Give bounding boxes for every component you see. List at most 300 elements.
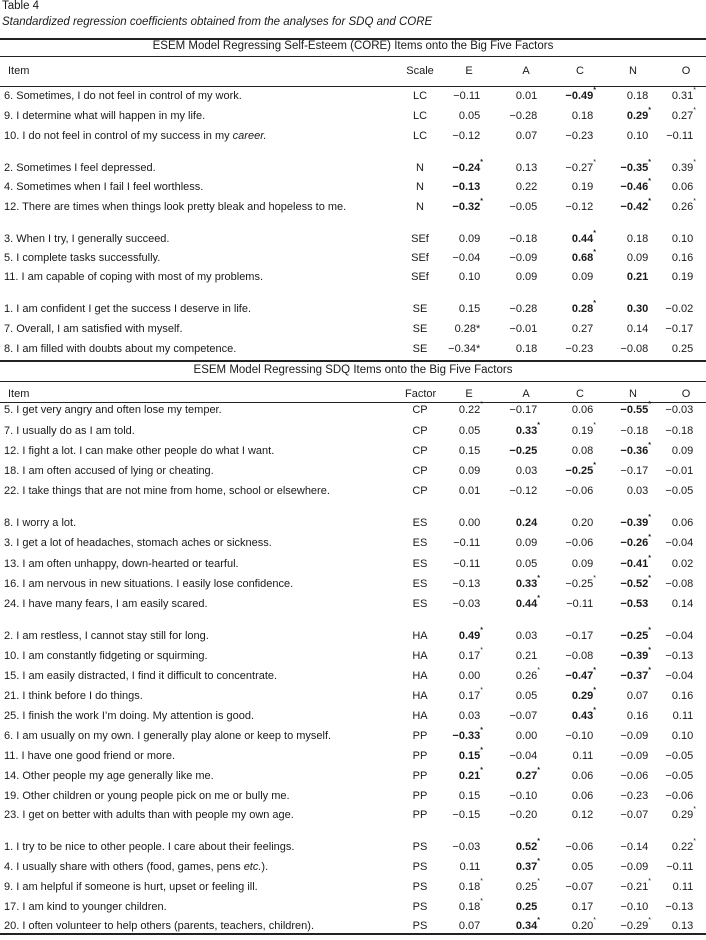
coef-c [540,806,596,824]
coef-value: −0.10 [620,901,649,913]
coef-value: 0.34 [515,920,538,932]
coef-a [484,462,540,480]
scale-code: PP [412,790,428,802]
coef-o [640,747,696,765]
item-text [4,107,205,125]
coef-value: −0.04 [665,630,694,642]
coef-a [484,401,540,419]
column-header-row [0,62,706,80]
coef-e [427,107,483,125]
coef-a [484,647,540,665]
item-text [4,514,76,532]
table-rule [0,933,706,935]
table-row [0,555,706,573]
coef-c [540,198,596,216]
coef-value: 0.25 [671,343,694,355]
scale-code: N [416,201,424,213]
coef-value: 0.00 [515,730,538,742]
coef-o [640,340,696,358]
coef-value: 0.15 [458,303,481,315]
significance-marker: * [480,727,483,734]
item-label: 9. I determine what will happen in my life. [4,110,206,122]
significance-marker: * [593,707,596,714]
significance-marker: * [648,401,651,408]
coef-a [484,806,540,824]
coef-value: −0.46 [620,181,649,193]
coef-value: −0.10 [509,790,538,802]
coef-c [540,534,596,552]
coef-value: −0.12 [565,201,594,213]
coef-value: 0.20 [571,920,594,932]
coef-c [540,249,596,267]
coef-value: 0.39 [671,162,694,174]
significance-marker: * [537,767,540,774]
scale-code: HA [412,630,428,642]
coef-value: 0.10 [671,233,694,245]
coef-c [540,747,596,765]
scale-code: ES [412,537,428,549]
coef-value: 0.07 [458,920,481,932]
significance-marker: * [537,838,540,845]
coef-value: 0.12 [571,809,594,821]
significance-marker: * [648,667,651,674]
coef-value: 0.33 [515,578,538,590]
coef-o [640,806,696,824]
table-row [0,482,706,500]
header-scale: Factor [405,388,437,400]
coef-c [540,87,596,105]
coef-value: 0.17 [571,901,594,913]
table-row [0,727,706,745]
scale-code: HA [412,710,428,722]
item-text [4,401,222,419]
scale-code: HA [412,670,428,682]
coef-value: −0.21 [620,881,649,893]
coef-value: −0.17 [620,465,649,477]
table-row [0,422,706,440]
significance-marker: * [480,627,483,634]
coef-value: −0.13 [665,650,694,662]
coef-value: −0.03 [452,598,481,610]
coef-e [427,707,483,725]
coef-value: 0.18 [458,881,481,893]
coef-e [427,667,483,685]
coef-value: −0.05 [665,750,694,762]
coef-c [540,647,596,665]
coef-value: 0.30 [626,303,649,315]
table-row [0,858,706,876]
section-title: ESEM Model Regressing SDQ Items onto the Big Five Factors [193,364,513,376]
coef-value: 0.27 [671,110,694,122]
coef-o [640,87,696,105]
coef-value: −0.11 [666,130,694,142]
scale-code: N [416,162,424,174]
scale-code: PP [412,750,428,762]
coef-value: 0.09 [515,271,538,283]
coef-value: −0.20 [509,809,538,821]
table-row [0,442,706,460]
item-label: 3. I get a lot of headaches, stomach aches or sickness. [4,537,272,549]
coef-a [484,878,540,896]
item-label: 25. I finish the work I’m doing. My attention is good. [4,710,255,722]
scale-code: HA [412,650,428,662]
scale-code: LC [412,130,428,142]
coef-e [427,727,483,745]
coef-c [540,595,596,613]
coef-value: 0.19 [571,181,594,193]
coef-e [427,268,483,286]
coef-c [540,858,596,876]
coef-o [640,300,696,318]
coef-value: 0.11 [459,861,481,873]
table-row [0,627,706,645]
coef-value: −0.39 [620,517,649,529]
coef-value: 0.05 [458,425,481,437]
coef-o [640,462,696,480]
header-scale: Scale [406,65,434,77]
coef-a [484,627,540,645]
coef-c [540,482,596,500]
coef-a [484,898,540,916]
table-rule [0,56,706,57]
item-text [4,300,251,318]
item-text [4,898,167,916]
table-rule [0,381,706,382]
coef-value: 0.24 [515,517,538,529]
coef-e [427,575,483,593]
item-text [4,178,203,196]
coef-c [540,340,596,358]
table-row [0,787,706,805]
scale-code: HA [412,690,428,702]
scale-code: SE [412,323,428,335]
coef-e [427,178,483,196]
coef-value: −0.17 [665,323,694,335]
item-label: 7. Overall, I am satisfied with myself. [4,323,183,335]
coef-value: 0.16 [671,690,694,702]
coef-value: 0.18 [626,90,649,102]
scale-code: CP [412,465,428,477]
item-label: 11. I am capable of coping with most of my problems. [4,271,264,283]
coef-value: −0.25 [565,578,594,590]
coef-e [427,787,483,805]
coef-value: −0.04 [665,537,694,549]
header-item: Item [8,388,30,400]
significance-marker: * [537,595,540,602]
significance-marker: * [593,462,596,469]
coef-value: −0.53 [620,598,649,610]
item-text [4,878,258,896]
coef-value: −0.09 [620,750,649,762]
scale-code: CP [412,445,428,457]
table-row [0,647,706,665]
coef-value: −0.24 [452,162,481,174]
header-c: C [576,65,584,77]
significance-marker: * [593,249,596,256]
scale-code: PS [412,920,428,932]
coef-value: −0.11 [666,861,694,873]
coef-value: −0.18 [665,425,694,437]
item-text [4,340,236,358]
coef-e [427,747,483,765]
significance-marker: * [693,806,696,813]
coef-o [640,555,696,573]
scale-code: SEf [411,271,429,283]
significance-marker: * [648,198,651,205]
coef-e [427,442,483,460]
coef-value: −0.06 [565,841,594,853]
coef-e [427,647,483,665]
coef-value: 0.11 [672,710,694,722]
coef-c [540,442,596,460]
coef-c [540,575,596,593]
significance-marker: * [648,534,651,541]
coef-value: 0.28 [571,303,594,315]
coef-value: 0.17 [458,690,481,702]
coef-e [427,534,483,552]
item-label: 2. Sometimes I feel depressed. [4,162,156,174]
table-row [0,107,706,125]
item-label: 10. I do not feel in control of my success in my [4,130,233,142]
header-a: A [522,65,530,77]
item-label: 14. Other people my age generally like me. [4,770,214,782]
coef-value: 0.06 [571,770,594,782]
scale-code: CP [412,485,428,497]
item-label: 6. Sometimes, I do not feel in control of my work. [4,90,242,102]
coef-value: 0.01 [515,90,538,102]
coef-value: 0.18 [458,901,481,913]
coef-value: 0.28* [454,323,481,335]
table-row [0,806,706,824]
coef-value: −0.11 [453,558,481,570]
header-c: C [576,388,584,400]
coef-value: 0.03 [458,710,481,722]
coef-c [540,268,596,286]
coef-c [540,687,596,705]
table-row [0,687,706,705]
significance-marker: * [593,230,596,237]
item-label: 13. I am often unhappy, down-hearted or tearful. [4,558,239,570]
coef-value: 0.25 [515,901,538,913]
scale-code: SEf [411,233,429,245]
significance-marker: * [648,647,651,654]
significance-marker: * [648,627,651,634]
coef-a [484,667,540,685]
table-row [0,249,706,267]
coef-a [484,787,540,805]
scale-code: LC [412,110,428,122]
header-a: A [522,388,530,400]
coef-a [484,107,540,125]
coef-o [640,707,696,725]
coef-e [427,401,483,419]
coef-value: 0.07 [515,130,538,142]
item-label: 2. I am restless, I cannot stay still for long. [4,630,209,642]
item-label: 19. Other children or young people pick on me or bully me. [4,790,290,802]
scale-code: PS [412,901,428,913]
item-label: 10. I am constantly fidgeting or squirming. [4,650,208,662]
coef-c [540,767,596,785]
coef-value: −0.42 [620,201,649,213]
item-label: 5. I get very angry and often lose my temper. [4,404,222,416]
item-text [4,268,263,286]
coef-value: −0.32 [452,201,481,213]
significance-marker: * [480,898,483,905]
coef-value: 0.06 [571,790,594,802]
item-label: 4. Sometimes when I fail I feel worthless. [4,181,204,193]
coef-value: 0.26 [515,670,538,682]
table-row [0,127,706,145]
scale-code: N [416,181,424,193]
coef-value: −0.37 [620,670,649,682]
significance-marker: * [648,575,651,582]
coef-value: 0.09 [671,445,694,457]
coef-c [540,898,596,916]
coef-value: 0.01 [458,485,481,497]
significance-marker: * [648,159,651,166]
item-text [4,858,268,876]
significance-marker: * [648,917,651,924]
coef-value: 0.11 [572,750,594,762]
coef-value: −0.23 [565,130,594,142]
coef-a [484,727,540,745]
coef-o [640,575,696,593]
scale-code: PS [412,881,428,893]
scale-code: CP [412,425,428,437]
item-tail: ). [261,861,269,873]
significance-marker: * [480,401,483,408]
coef-e [427,838,483,856]
header-n: N [629,65,637,77]
item-text [4,647,208,665]
coef-value: −0.11 [453,90,481,102]
coef-value: 0.03 [626,485,649,497]
table-row [0,707,706,725]
item-text [4,806,294,824]
coef-c [540,514,596,532]
coef-e [427,482,483,500]
table-row [0,340,706,358]
coef-value: −0.35 [620,162,649,174]
scale-code: PP [412,770,428,782]
item-text [4,555,239,573]
significance-marker: * [537,858,540,865]
coef-value: −0.29 [620,920,649,932]
coef-e [427,878,483,896]
item-label: 8. I worry a lot. [4,517,77,529]
coef-a [484,127,540,145]
coef-value: 0.15 [458,750,481,762]
coef-a [484,159,540,177]
significance-marker: * [648,878,651,885]
item-text [4,462,214,480]
significance-marker: * [480,198,483,205]
coef-value: −0.07 [509,710,538,722]
coef-value: 0.21 [458,770,481,782]
coef-a [484,422,540,440]
scale-code: SE [412,343,428,355]
coef-value: 0.15 [458,445,481,457]
coef-value: 0.15 [458,790,481,802]
item-label: 17. I am kind to younger children. [4,901,167,913]
table-row [0,268,706,286]
item-label: 23. I get on better with adults than with people my own age. [4,809,294,821]
coef-o [640,442,696,460]
item-text [4,575,293,593]
coef-value: −0.06 [565,537,594,549]
coef-value: 0.22 [458,404,481,416]
coef-o [640,159,696,177]
coef-c [540,159,596,177]
scale-code: LC [412,90,428,102]
header-e: E [465,65,473,77]
coef-value: 0.49 [458,630,481,642]
coef-value: −0.04 [509,750,538,762]
table-row [0,401,706,419]
coef-value: 0.03 [515,630,538,642]
item-label: 20. I often volunteer to help others (parents, teachers, children). [4,920,315,932]
coef-value: 0.06 [571,404,594,416]
coef-value: −0.08 [665,578,694,590]
coef-value: −0.11 [453,537,481,549]
coef-value: 0.10 [626,130,649,142]
coef-o [640,687,696,705]
significance-marker: * [648,107,651,114]
item-text [4,787,290,805]
significance-marker: * [693,198,696,205]
coef-a [484,858,540,876]
coef-value: −0.08 [565,650,594,662]
coef-a [484,249,540,267]
coef-value: −0.07 [620,809,649,821]
coef-e [427,87,483,105]
significance-marker: * [693,159,696,166]
coef-o [640,858,696,876]
coef-value: −0.05 [665,485,694,497]
coef-value: −0.25 [509,445,538,457]
coef-value: −0.25 [620,630,649,642]
coef-value: 0.18 [515,343,538,355]
coef-a [484,575,540,593]
coef-value: −0.28 [509,303,538,315]
coef-e [427,340,483,358]
scale-code: ES [412,517,428,529]
table-row [0,159,706,177]
coef-value: −0.13 [452,578,481,590]
table-row [0,300,706,318]
item-italic: etc. [243,861,262,873]
coef-value: 0.14 [671,598,694,610]
significance-marker: * [593,422,596,429]
coef-a [484,268,540,286]
coef-c [540,178,596,196]
coef-value: −0.06 [620,770,649,782]
item-text [4,422,135,440]
coef-value: −0.06 [665,790,694,802]
coef-o [640,534,696,552]
coef-value: 0.21 [515,650,538,662]
coef-value: 0.18 [571,110,594,122]
coef-a [484,838,540,856]
table-row [0,230,706,248]
table-row [0,198,706,216]
coef-e [427,555,483,573]
coef-value: 0.27 [515,770,538,782]
coef-a [484,687,540,705]
coef-value: −0.36 [620,445,649,457]
table-row [0,87,706,105]
coef-a [484,555,540,573]
